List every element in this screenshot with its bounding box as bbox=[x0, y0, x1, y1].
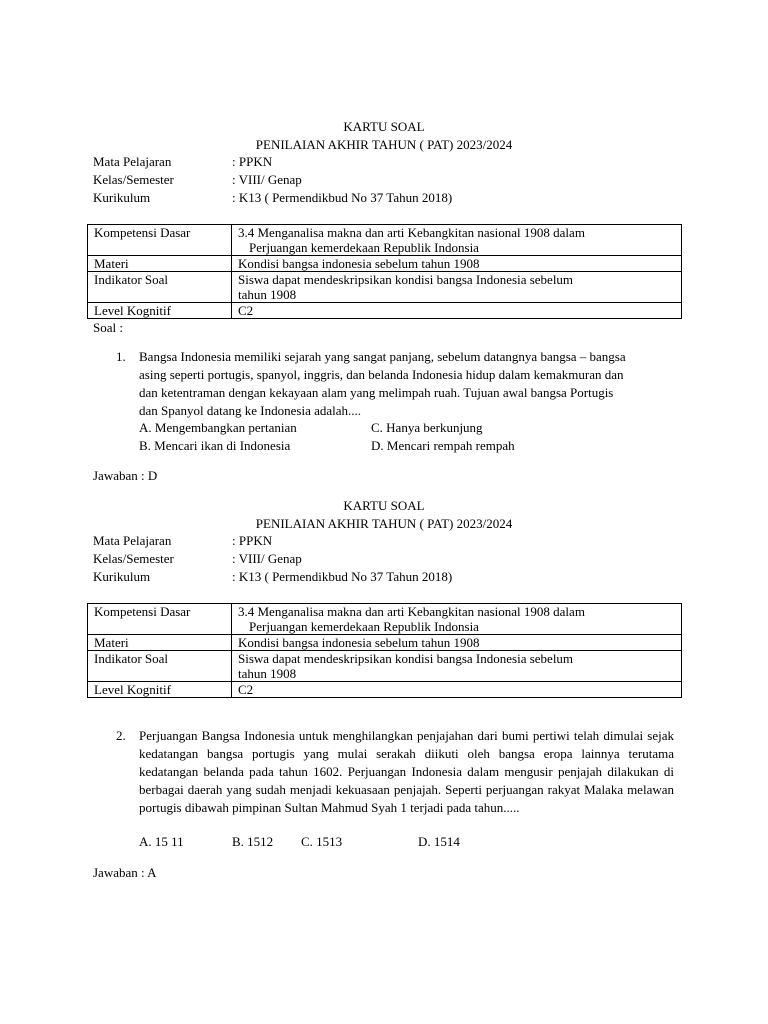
table-row bbox=[88, 635, 682, 651]
question-1-option-a: A. Mengembangkan pertanian bbox=[139, 420, 297, 435]
table-value-cell bbox=[232, 604, 682, 635]
competency-line-2: Perjuangan kemerdekaan Republik Indonsia bbox=[249, 619, 479, 634]
question-1-answer: Jawaban : D bbox=[93, 468, 158, 483]
table-label-cell: Kompetensi Dasar bbox=[88, 225, 232, 256]
question-1-line-4: dan Spanyol datang ke Indonesia adalah.... bbox=[139, 403, 362, 418]
table-row bbox=[88, 256, 682, 272]
soal-label: Soal : bbox=[93, 320, 123, 335]
table-value-cell bbox=[232, 651, 682, 682]
table-value-cell bbox=[232, 225, 682, 256]
table-row bbox=[88, 272, 682, 303]
card-2-subtitle: PENILAIAN AKHIR TAHUN ( PAT) 2023/2024 bbox=[255, 516, 513, 531]
question-1-line-1: Bangsa Indonesia memiliki sejarah yang sangat panjang, sebelum datangnya bangsa – bangsa bbox=[139, 349, 626, 364]
question-1-option-b: B. Mencari ikan di Indonesia bbox=[139, 438, 291, 453]
table-row bbox=[88, 682, 682, 698]
card-1-meta-label-subject: Mata Pelajaran bbox=[93, 154, 172, 169]
table-label-cell: Indikator Soal bbox=[88, 651, 232, 682]
table-label-cell: Kompetensi Dasar bbox=[88, 604, 232, 635]
card-1-meta-label-curriculum: Kurikulum bbox=[93, 190, 151, 205]
question-1-option-d: D. Mencari rempah rempah bbox=[371, 438, 515, 453]
table-label-cell: Materi bbox=[88, 256, 232, 272]
table-value-cell: Kondisi bangsa indonesia sebelum tahun 1908 bbox=[232, 256, 682, 272]
table-label-cell: Level Kognitif bbox=[88, 682, 232, 698]
card-1-meta-value-curriculum: : K13 ( Permendikbud No 37 Tahun 2018) bbox=[232, 190, 453, 205]
indicator-line-2: tahun 1908 bbox=[238, 287, 297, 302]
card-1-title: KARTU SOAL bbox=[343, 119, 425, 134]
question-1-line-3: dan ketentraman dengan kekayaan alam yang melimpah ruah. Tujuan awal bangsa Portugis bbox=[139, 385, 614, 400]
question-2-option-d: D. 1514 bbox=[418, 834, 460, 849]
competency-line-1: 3.4 Menganalisa makna dan arti Kebangkitan nasional 1908 dalam bbox=[238, 604, 585, 619]
card-1-subtitle: PENILAIAN AKHIR TAHUN ( PAT) 2023/2024 bbox=[255, 137, 513, 152]
card-2-meta-value-class: : VIII/ Genap bbox=[232, 551, 302, 566]
question-2-option-c: C. 1513 bbox=[301, 834, 343, 849]
question-2-option-b: B. 1512 bbox=[232, 834, 274, 849]
question-2-text: Perjuangan Bangsa Indonesia untuk menghilangkan penjajahan dari bumi pertiwi telah dimulai sejak kedatangan bangsa portugis yang mulai serakah diikuti oleh bangsa eropa lainnya terutama kedatangan belanda pada tahun 1602. Perjuangan Indonesia dalam mengusir penjajah dilakukan di berbagai daerah yang sudah menjadi kekuasaan penjajah. Seperti perjuangan rakyat Malaka melawan portugis dibawah pimpinan Sultan Mahmud Syah 1 terjadi pada tahun..... bbox=[139, 728, 674, 815]
table-row bbox=[88, 651, 682, 682]
card-2-meta-label-subject: Mata Pelajaran bbox=[93, 533, 172, 548]
question-2-number: 2. bbox=[116, 728, 126, 743]
table-row bbox=[88, 604, 682, 635]
card-1-meta-value-subject: : PPKN bbox=[232, 154, 273, 169]
table-value-cell bbox=[232, 272, 682, 303]
question-2-answer: Jawaban : A bbox=[93, 865, 157, 880]
card-2-meta-label-class: Kelas/Semester bbox=[93, 551, 174, 566]
indicator-line-1: Siswa dapat mendeskripsikan kondisi bangsa Indonesia sebelum bbox=[238, 651, 574, 666]
table-label-cell: Indikator Soal bbox=[88, 272, 232, 303]
card-2-meta-label-curriculum: Kurikulum bbox=[93, 569, 151, 584]
card-2-title: KARTU SOAL bbox=[343, 498, 425, 513]
table-value-cell: C2 bbox=[232, 682, 682, 698]
competency-line-2: Perjuangan kemerdekaan Republik Indonsia bbox=[249, 240, 479, 255]
indicator-line-2: tahun 1908 bbox=[238, 666, 297, 681]
indicator-line-1: Siswa dapat mendeskripsikan kondisi bangsa Indonesia sebelum bbox=[238, 272, 574, 287]
card-1-meta-value-class: : VIII/ Genap bbox=[232, 172, 302, 187]
question-1-option-c: C. Hanya berkunjung bbox=[371, 420, 483, 435]
card-2-meta-value-subject: : PPKN bbox=[232, 533, 273, 548]
table-value-cell: C2 bbox=[232, 303, 682, 319]
table-value-cell: Kondisi bangsa indonesia sebelum tahun 1908 bbox=[232, 635, 682, 651]
table-label-cell: Level Kognitif bbox=[88, 303, 232, 319]
question-1-line-2: asing seperti portugis, spanyol, inggris, dan belanda Indonesia hidup dalam kemakmuran dan bbox=[139, 367, 624, 382]
table-row bbox=[88, 225, 682, 256]
table-label-cell: Materi bbox=[88, 635, 232, 651]
card-1-competency-table bbox=[87, 224, 682, 319]
card-2-meta-value-curriculum: : K13 ( Permendikbud No 37 Tahun 2018) bbox=[232, 569, 453, 584]
card-2-competency-table bbox=[87, 603, 682, 698]
question-2-option-a: A. 15 11 bbox=[139, 834, 184, 849]
competency-line-1: 3.4 Menganalisa makna dan arti Kebangkitan nasional 1908 dalam bbox=[238, 225, 585, 240]
question-1-number: 1. bbox=[116, 349, 126, 364]
table-row bbox=[88, 303, 682, 319]
card-1-meta-label-class: Kelas/Semester bbox=[93, 172, 174, 187]
